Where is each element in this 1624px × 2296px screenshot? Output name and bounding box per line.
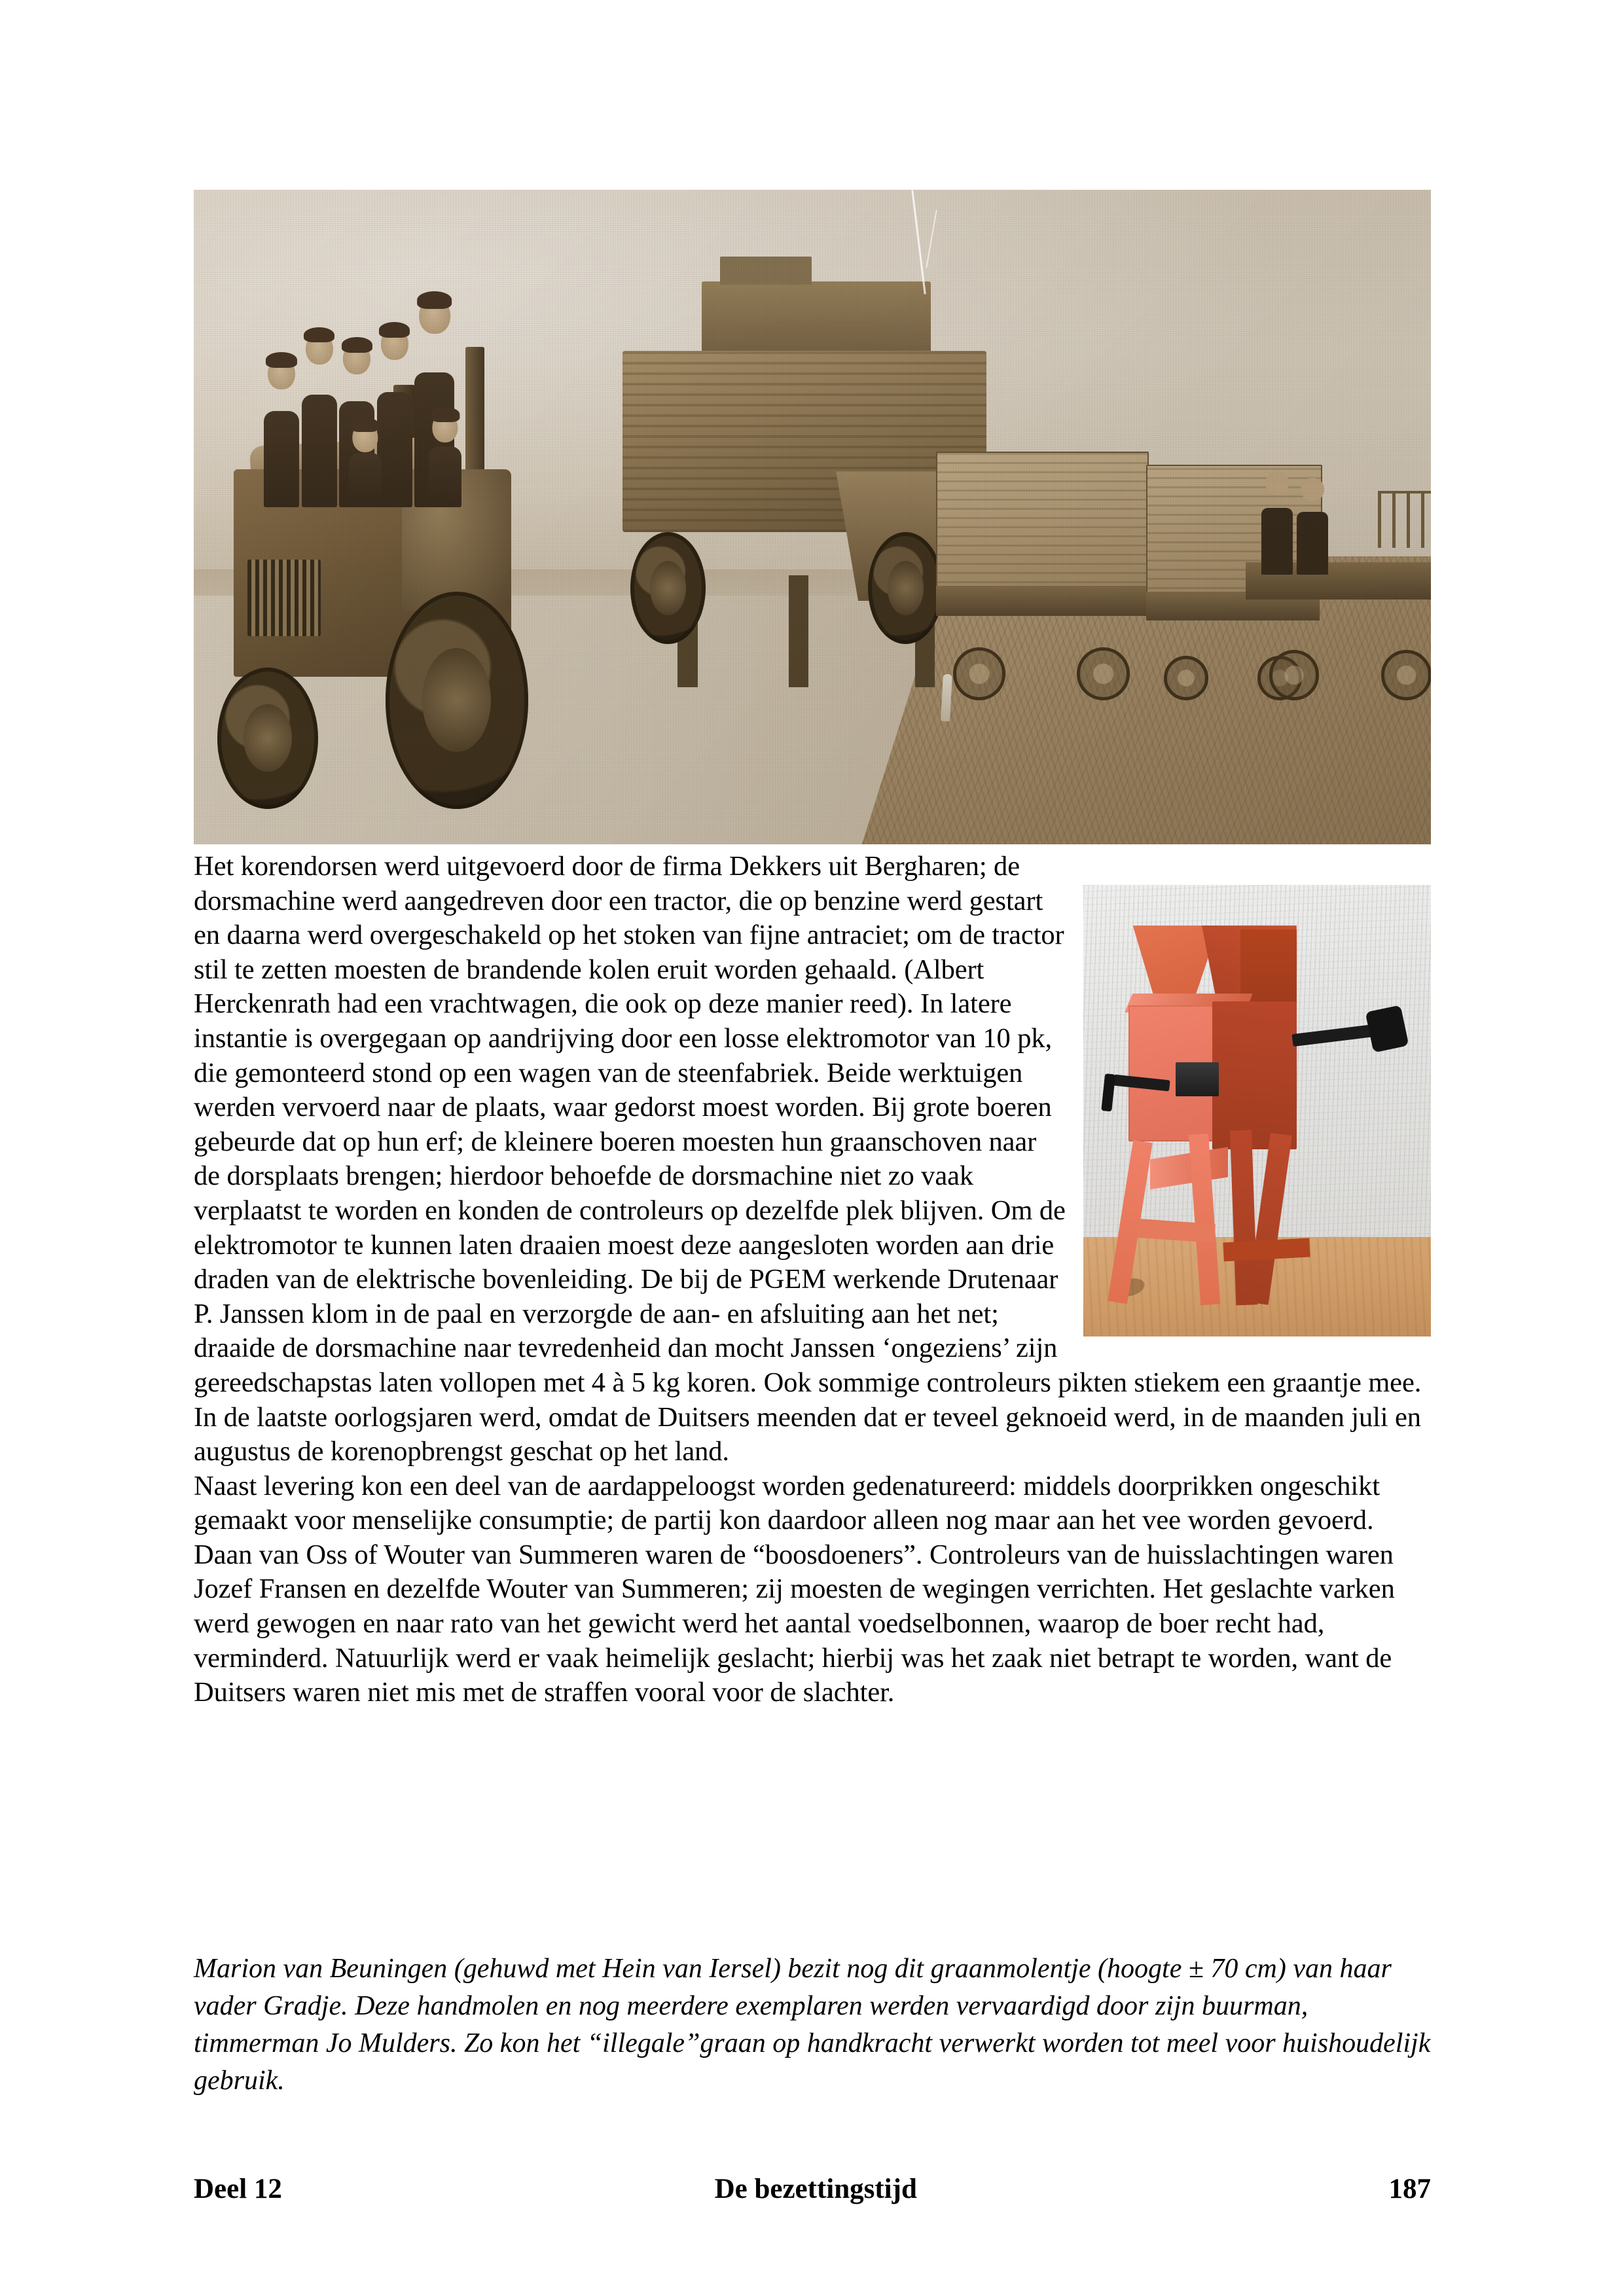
footer-part-label: Deel 12 — [194, 2174, 282, 2204]
page-footer — [194, 2173, 1431, 2205]
mill-crank-handle-right — [1292, 1022, 1392, 1046]
grain-mill-photo — [1083, 885, 1431, 1336]
mill-adjustment-clamp — [1176, 1062, 1219, 1096]
figure-caption — [194, 1950, 1431, 2100]
hand-grain-mill — [1128, 925, 1344, 1305]
footer-chapter-title: De bezettingstijd — [714, 2174, 917, 2204]
caption-text: Marion van Beuningen (gehuwd met Hein van Iersel) bezit nog dit graanmolentje (hoogte ± 70 cm) van haar vader Gradje. Deze handmolen en nog meerdere exemplaren werden vervaardigd door zijn buurman, timmerman Jo Mulders. Zo kon het “illegale”graan op handkracht verwerkt worden tot meel voor huishoudelijk gebruik. — [194, 1954, 1431, 2096]
mill-outlet-chute — [1150, 1147, 1228, 1189]
body-paragraph-1: Het korendorsen werd uitgevoerd door de firma Dekkers uit Bergharen; de dorsmachine werd aangedreven door een tractor, die op benzine werd gestart en daarna werd overgeschakeld op het stoken van fijne antraciet; om de tractor stil te zetten moesten de brandende kolen eruit worden gehaald. (Albert Herckenrath had een vrachtwagen, die ook op deze manier reed). In latere instantie is overgegaan op aandrijving door een losse elektromotor van 10 pk, die gemonteerd stond op een wagen van de steenfabriek. Beide werktuigen werden vervoerd naar de plaats, waar gedorst moest worden. Bij grote boeren gebeurde dat op hun erf; de kleinere boeren moesten hun graanschoven naar de dorsplaats brengen; hierdoor behoefde de dorsmachine niet zo vaak verplaatst te worden en konden de controleurs op dezelfde plek blijven. Om de elektromotor te kunnen laten draaien moest deze aangesloten worden aan drie draden van de elektrische bovenleiding. De bij de PGEM werkende Drutenaar P. Janssen klom in de paal en verzorgde de aan- en afsluiting aan het net; draaide de dorsmachine naar tevredenheid dan mocht Janssen ‘ongeziens’ zijn gereedschapstas laten vollopen met 4 à 5 kg koren. Ook sommige controleurs pikten stiekem een graantje mee. — [194, 851, 1422, 1398]
footer-page-number: 187 — [1388, 2174, 1431, 2204]
body-text-block — [194, 850, 1431, 1710]
historical-threshing-photo — [194, 190, 1431, 844]
body-paragraph-3: Naast levering kon een deel van de aardappeloogst worden gedenatureerd: middels doorprikken ongeschikt gemaakt voor menselijke consumptie; de partij kon daardoor alleen nog maar aan het vee worden gevoerd. Daan van Oss of Wouter van Summeren waren de “boosdoeners”. Controleurs van de huisslachtingen waren Jozef Fransen en dezelfde Wouter van Summeren; zij moesten de wegingen verrichten. Het geslachte varken werd gewogen en naar rato van het gewicht werd het aantal voedselbonnen, waarop de boer recht had, verminderd. Natuurlijk werd er vaak heimelijk geslacht; hierbij was het zaak niet betrapt te worden, want de Duitsers waren niet mis met de straffen vooral voor de slachter. — [194, 1470, 1395, 1708]
photo-film-grain — [194, 190, 1431, 844]
body-paragraph-2: In de laatste oorlogsjaren werd, omdat de Duitsers meenden dat er teveel geknoeid werd, in de maanden juli en augustus de korenopbrengst geschat op het land. — [194, 1401, 1421, 1467]
grain-mill-photo-float — [1083, 885, 1431, 1336]
mill-body-side — [1212, 1001, 1296, 1149]
mill-cross-brace — [1223, 1238, 1310, 1262]
